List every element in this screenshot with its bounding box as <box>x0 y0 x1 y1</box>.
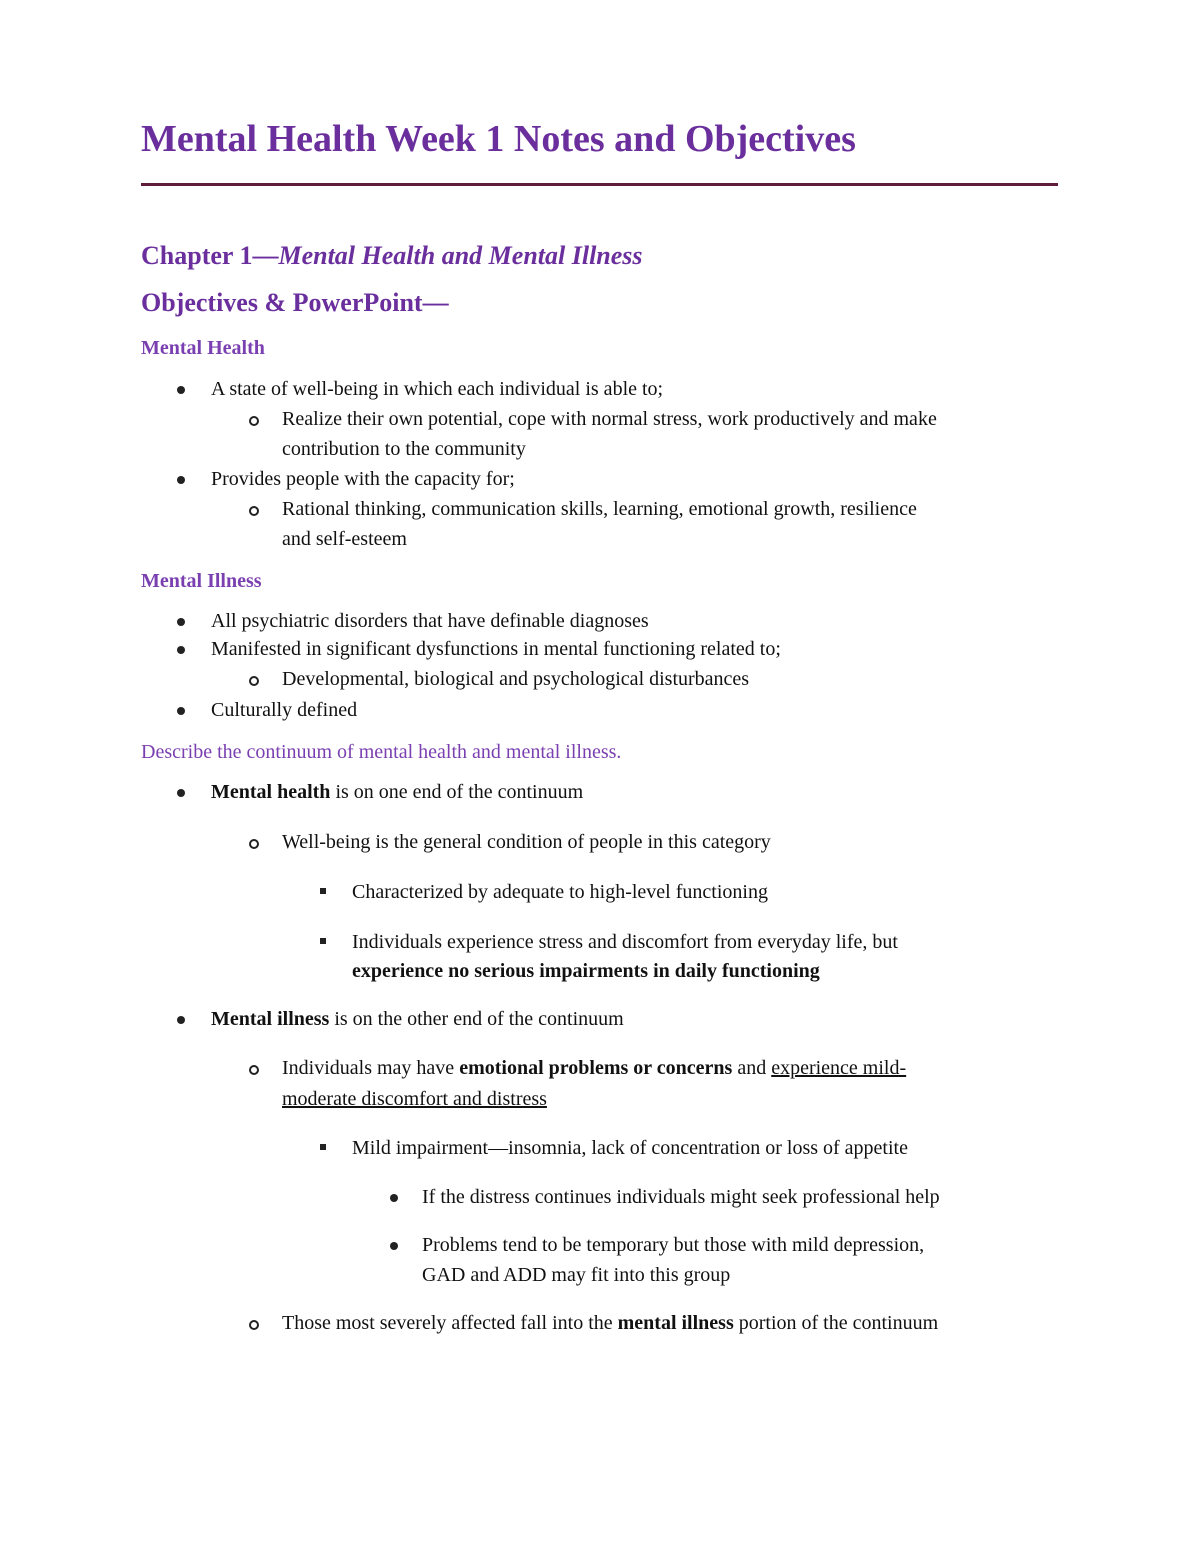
bold-term: Mental health <box>211 781 331 803</box>
bullet-dot-icon <box>177 386 185 394</box>
list-item: If the distress continues individuals might seek professional help <box>422 1186 940 1208</box>
list-item-continued: and self-esteem <box>282 528 407 550</box>
list-item: All psychiatric disorders that have definable diagnoses <box>211 610 649 632</box>
underlined-text: moderate discomfort and distress <box>282 1088 547 1110</box>
list-item-continued <box>352 956 820 986</box>
chapter-title: Mental Health and Mental Illness <box>278 241 643 270</box>
bullet-square-icon <box>320 938 326 944</box>
bullet-circle-icon <box>249 416 259 426</box>
mental-illness-heading: Mental Illness <box>141 570 262 592</box>
chapter-prefix: Chapter 1— <box>141 241 279 270</box>
text-run: Those most severely affected fall into the <box>282 1312 618 1334</box>
list-item: Provides people with the capacity for; <box>211 468 515 490</box>
document-title: Mental Health Week 1 Notes and Objectives <box>141 118 856 160</box>
bullet-dot-icon <box>177 1016 185 1024</box>
list-item: Mild impairment—insomnia, lack of concentration or loss of appetite <box>352 1137 908 1159</box>
bold-term: Mental illness <box>211 1008 330 1030</box>
bullet-dot-icon <box>390 1242 398 1250</box>
list-item <box>282 1053 906 1083</box>
list-item: Developmental, biological and psychological disturbances <box>282 668 750 690</box>
text-run: Individuals may have <box>282 1057 460 1079</box>
mental-health-heading: Mental Health <box>141 337 265 359</box>
list-item-continued: GAD and ADD may fit into this group <box>422 1264 731 1286</box>
list-item <box>211 1004 624 1034</box>
continuum-heading: Describe the continuum of mental health and mental illness. <box>141 741 622 763</box>
list-item: Problems tend to be temporary but those with mild depression, <box>422 1234 925 1256</box>
list-item <box>282 1308 938 1338</box>
title-divider <box>141 183 1058 186</box>
underlined-text: experience mild- <box>771 1057 907 1079</box>
bullet-circle-icon <box>249 676 259 686</box>
bullet-dot-icon <box>177 618 185 626</box>
list-item: Manifested in significant dysfunctions in mental functioning related to; <box>211 638 781 660</box>
bullet-dot-icon <box>177 789 185 797</box>
text-run: and <box>732 1057 772 1079</box>
chapter-heading <box>141 238 643 274</box>
bullet-circle-icon <box>249 1320 259 1330</box>
list-item: Well-being is the general condition of people in this category <box>282 831 771 853</box>
bullet-circle-icon <box>249 1065 259 1075</box>
list-item: Characterized by adequate to high-level functioning <box>352 881 768 903</box>
bullet-dot-icon <box>177 707 185 715</box>
list-item: Realize their own potential, cope with normal stress, work productively and make <box>282 408 937 430</box>
list-item <box>211 777 583 807</box>
text-run: is on the other end of the continuum <box>329 1008 624 1030</box>
bullet-dot-icon <box>177 476 185 484</box>
list-item: Culturally defined <box>211 699 358 721</box>
list-item: Rational thinking, communication skills, learning, emotional growth, resilience <box>282 498 917 520</box>
list-item-continued: contribution to the community <box>282 438 526 460</box>
objectives-heading: Objectives & PowerPoint— <box>141 288 449 317</box>
text-run: portion of the continuum <box>733 1312 939 1334</box>
text-run: is on one end of the continuum <box>330 781 584 803</box>
bullet-circle-icon <box>249 506 259 516</box>
bullet-dot-icon <box>390 1194 398 1202</box>
bullet-square-icon <box>320 888 326 894</box>
bullet-circle-icon <box>249 839 259 849</box>
bold-term: experience no serious impairments in daily functioning <box>352 960 820 982</box>
bullet-square-icon <box>320 1144 326 1150</box>
list-item-continued <box>282 1084 547 1114</box>
list-item: Individuals experience stress and discomfort from everyday life, but <box>352 931 898 953</box>
list-item: A state of well-being in which each individual is able to; <box>211 378 664 400</box>
bold-term: emotional problems or concerns <box>459 1057 733 1079</box>
bold-term: mental illness <box>617 1312 734 1334</box>
bullet-dot-icon <box>177 646 185 654</box>
